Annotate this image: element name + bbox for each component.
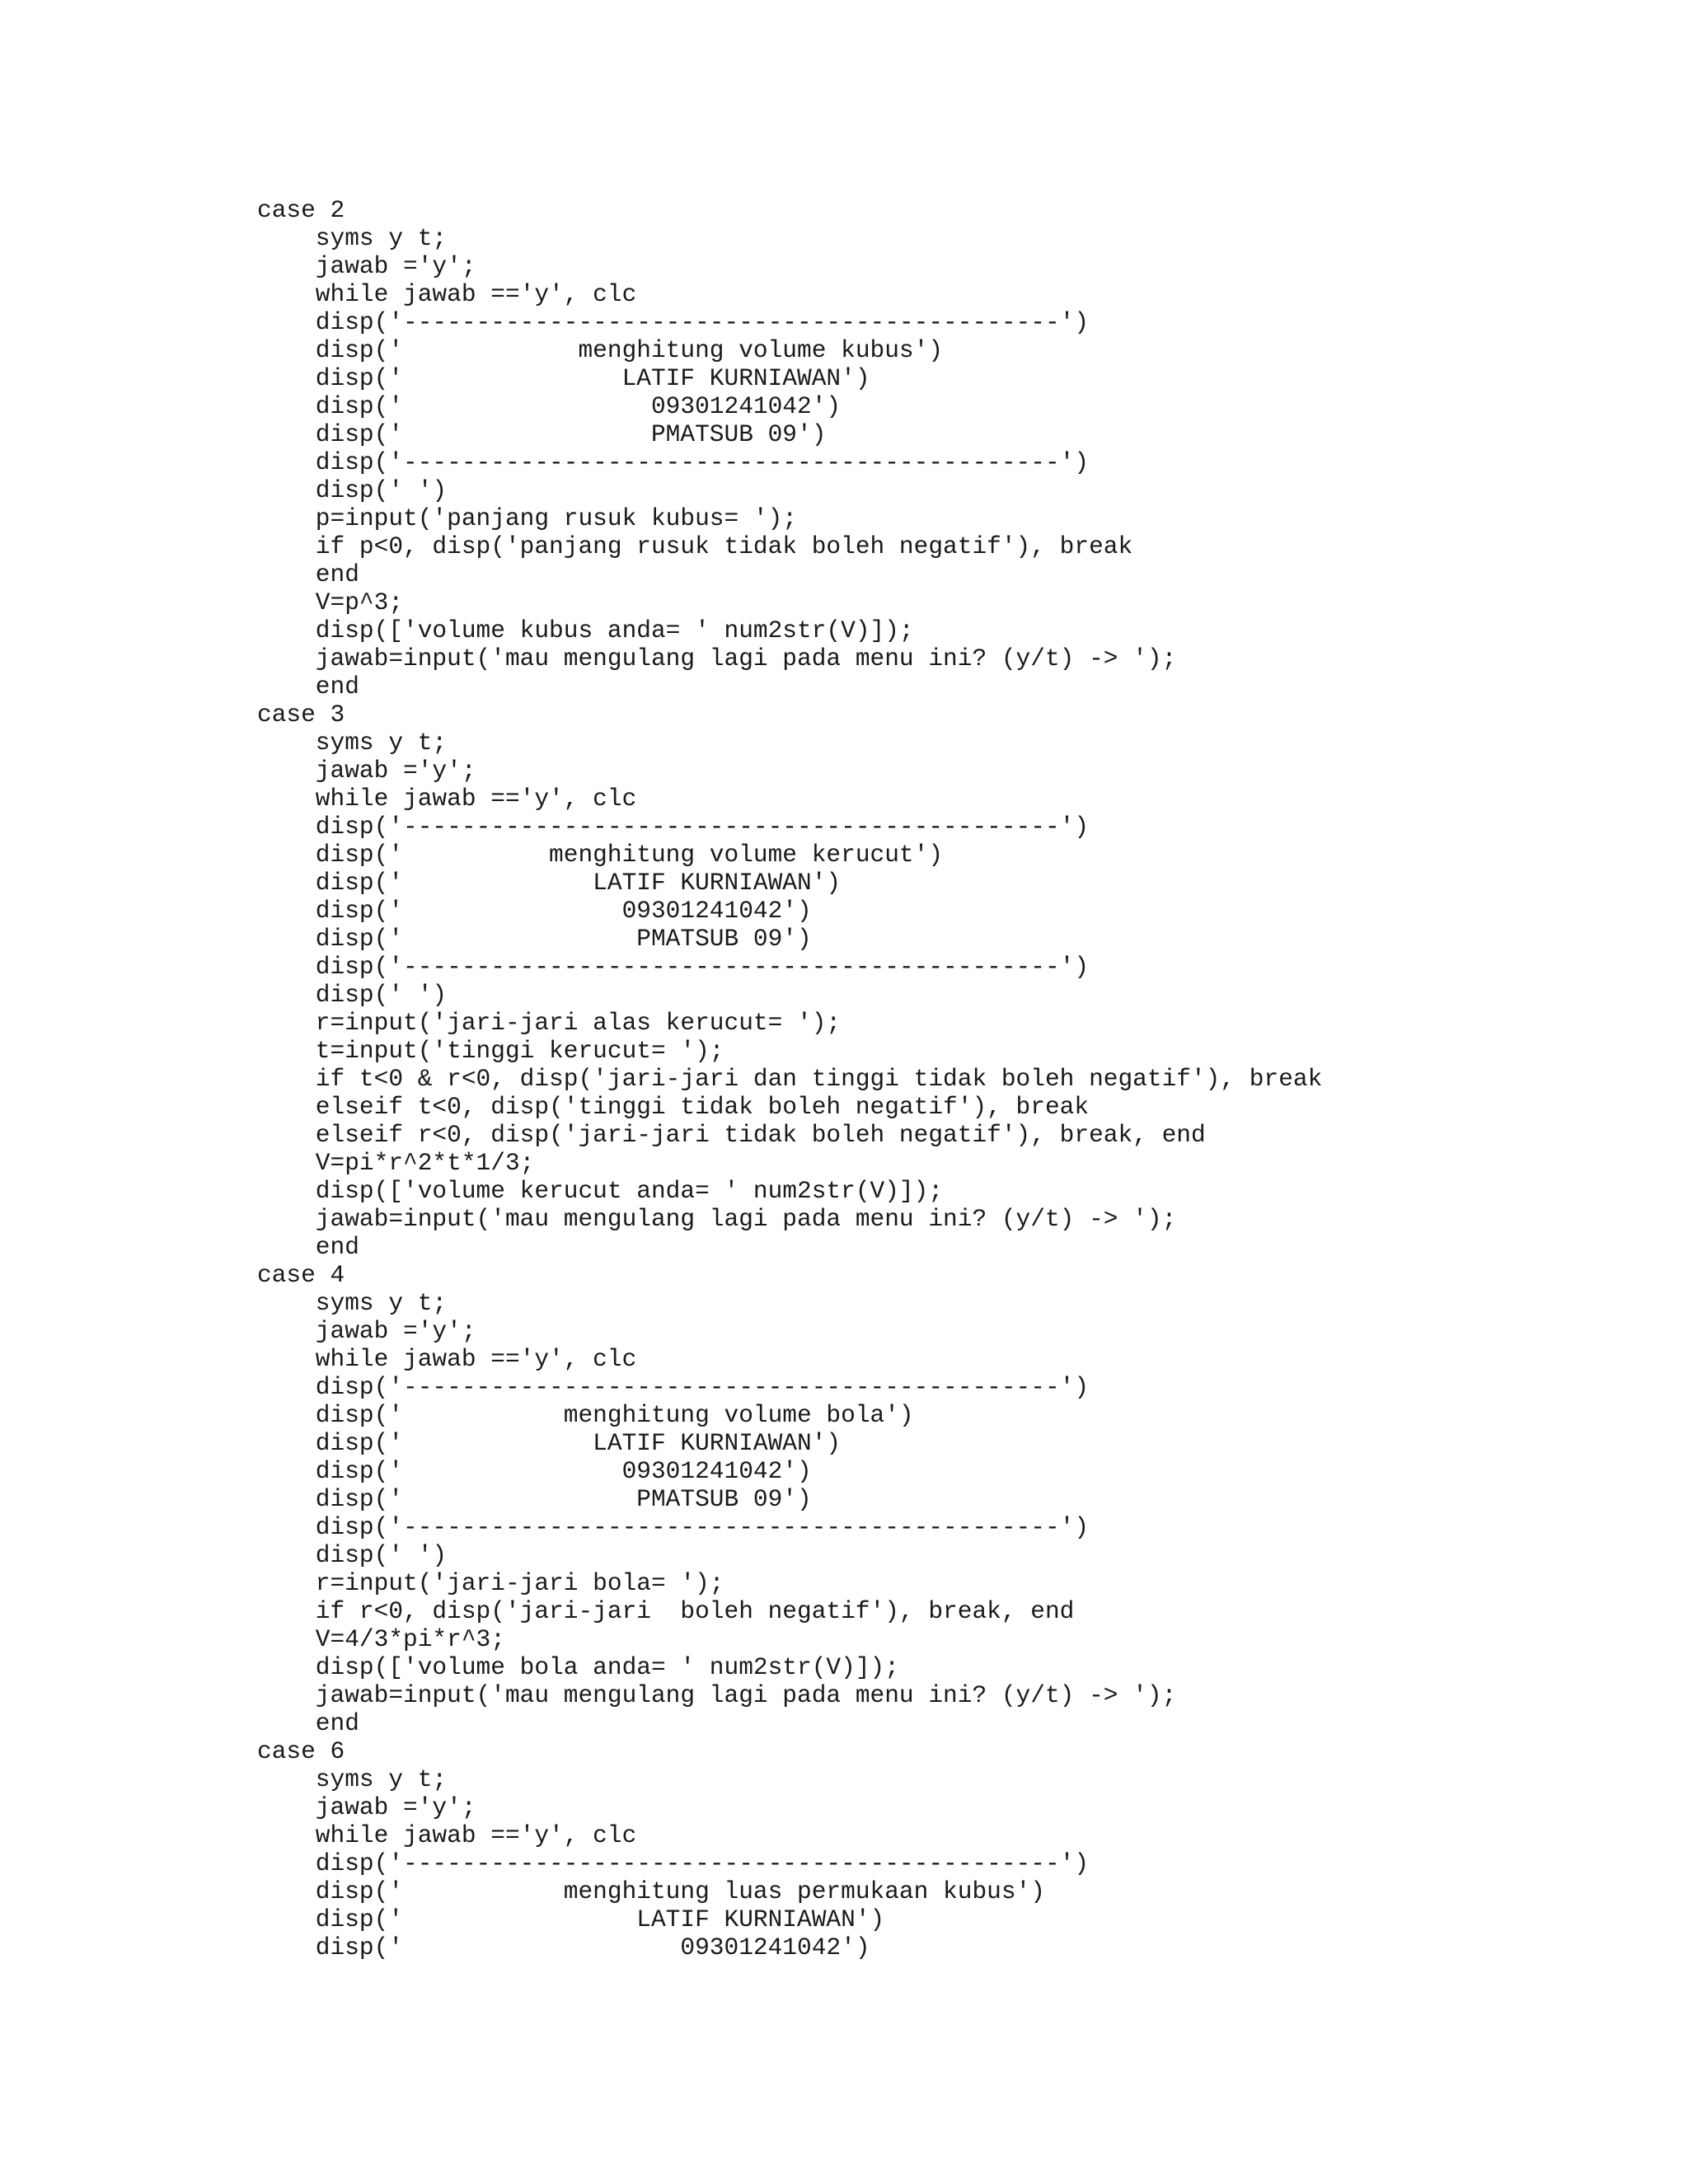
code-line: disp('---------------------------------------------') — [257, 1513, 1090, 1541]
code-line: case 2 — [257, 196, 345, 224]
code-line: jawab=input('mau mengulang lagi pada menu ini? (y/t) -> '); — [257, 1681, 1177, 1709]
code-line: disp(' LATIF KURNIAWAN') — [257, 869, 842, 897]
code-line: disp(' menghitung volume kubus') — [257, 336, 944, 364]
code-line: while jawab =='y', clc — [257, 1345, 637, 1373]
code-line: disp(' 09301241042') — [257, 392, 842, 420]
code-line: disp('---------------------------------------------') — [257, 953, 1090, 981]
code-line: while jawab =='y', clc — [257, 785, 637, 813]
code-line: disp(' PMATSUB 09') — [257, 925, 812, 953]
code-line: disp(['volume kerucut anda= ' num2str(V)]); — [257, 1177, 944, 1205]
code-line: disp(' PMATSUB 09') — [257, 1485, 812, 1513]
code-line: t=input('tinggi kerucut= '); — [257, 1037, 724, 1065]
code-line: while jawab =='y', clc — [257, 1821, 637, 1849]
code-line: if p<0, disp('panjang rusuk tidak boleh negatif'), break — [257, 532, 1133, 560]
code-line: disp(['volume bola anda= ' num2str(V)]); — [257, 1653, 899, 1681]
code-line: end — [257, 560, 359, 588]
code-line: syms y t; — [257, 224, 448, 252]
code-line: disp(' 09301241042') — [257, 1457, 812, 1485]
code-line: while jawab =='y', clc — [257, 280, 637, 308]
code-line: if t<0 & r<0, disp('jari-jari dan tinggi tidak boleh negatif'), break — [257, 1065, 1323, 1093]
code-line: disp(' 09301241042') — [257, 897, 812, 925]
code-line: disp('---------------------------------------------') — [257, 813, 1090, 841]
code-line: disp('---------------------------------------------') — [257, 448, 1090, 476]
code-line: jawab ='y'; — [257, 757, 476, 785]
code-line: disp(' ') — [257, 476, 448, 504]
code-line: disp(['volume kubus anda= ' num2str(V)]); — [257, 616, 914, 644]
code-line: disp(' PMATSUB 09') — [257, 420, 827, 448]
code-line: V=p^3; — [257, 588, 404, 616]
code-line: elseif r<0, disp('jari-jari tidak boleh negatif'), break, end — [257, 1121, 1206, 1149]
code-line: p=input('panjang rusuk kubus= '); — [257, 504, 798, 532]
code-line: end — [257, 1233, 359, 1261]
code-line: elseif t<0, disp('tinggi tidak boleh negatif'), break — [257, 1093, 1090, 1121]
code-line: disp(' ') — [257, 981, 448, 1009]
code-line: jawab ='y'; — [257, 1317, 476, 1345]
code-line: if r<0, disp('jari-jari boleh negatif'), break, end — [257, 1597, 1075, 1625]
code-line: V=4/3*pi*r^3; — [257, 1625, 505, 1653]
code-line: disp(' menghitung volume bola') — [257, 1401, 914, 1429]
code-line: disp(' menghitung luas permukaan kubus') — [257, 1877, 1045, 1905]
code-line: V=pi*r^2*t*1/3; — [257, 1149, 535, 1177]
code-line: jawab=input('mau mengulang lagi pada menu ini? (y/t) -> '); — [257, 644, 1177, 673]
code-line: disp(' 09301241042') — [257, 1933, 870, 1961]
code-line: disp(' ') — [257, 1541, 448, 1569]
code-line: disp(' menghitung volume kerucut') — [257, 841, 944, 869]
code-line: disp('---------------------------------------------') — [257, 1373, 1090, 1401]
code-line: jawab ='y'; — [257, 1793, 476, 1821]
code-line: syms y t; — [257, 1289, 448, 1317]
code-line: end — [257, 1709, 359, 1737]
code-line: jawab=input('mau mengulang lagi pada menu ini? (y/t) -> '); — [257, 1205, 1177, 1233]
code-line: jawab ='y'; — [257, 252, 476, 280]
code-line: syms y t; — [257, 1765, 448, 1793]
code-line: end — [257, 673, 359, 701]
code-line: case 3 — [257, 701, 345, 729]
code-line: disp('---------------------------------------------') — [257, 308, 1090, 336]
code-line: disp(' LATIF KURNIAWAN') — [257, 1429, 842, 1457]
code-line: case 4 — [257, 1261, 345, 1289]
code-line: disp(' LATIF KURNIAWAN') — [257, 1905, 885, 1933]
code-line: disp(' LATIF KURNIAWAN') — [257, 364, 870, 392]
code-line: case 6 — [257, 1737, 345, 1765]
code-line: r=input('jari-jari bola= '); — [257, 1569, 724, 1597]
code-listing — [257, 196, 1322, 1961]
code-line: syms y t; — [257, 729, 448, 757]
code-line: r=input('jari-jari alas kerucut= '); — [257, 1009, 842, 1037]
code-line: disp('---------------------------------------------') — [257, 1849, 1090, 1877]
